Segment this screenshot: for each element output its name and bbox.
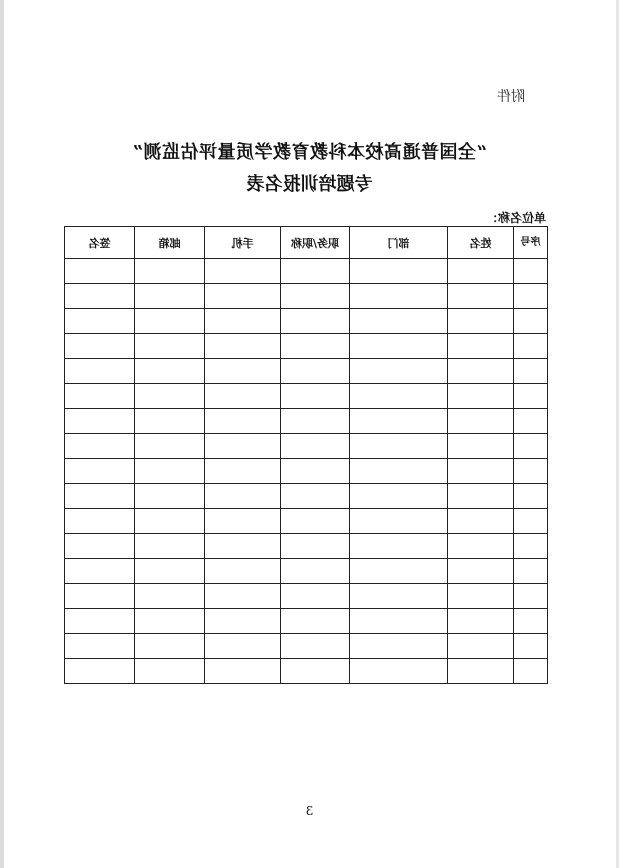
form-title-line-1: “全国普通高校本科教育教学质量评估监测” — [132, 142, 487, 163]
table-cell — [65, 634, 135, 659]
table-cell — [448, 659, 514, 684]
table-cell — [448, 459, 514, 484]
table-cell — [281, 559, 350, 584]
table-cell — [514, 484, 548, 509]
table-cell — [205, 659, 281, 684]
header-mobile: 手机 — [205, 227, 281, 259]
table-cell — [350, 359, 448, 384]
table-cell — [514, 509, 548, 534]
table-cell — [65, 284, 135, 309]
table-cell — [514, 409, 548, 434]
table-cell — [281, 609, 350, 634]
table-cell — [350, 459, 448, 484]
table-row — [65, 259, 548, 284]
table-cell — [135, 309, 205, 334]
table-cell — [514, 584, 548, 609]
table-cell — [281, 434, 350, 459]
table-cell — [514, 334, 548, 359]
table-cell — [350, 609, 448, 634]
form-title-line-2: 专题培训报名表 — [246, 174, 373, 195]
table-cell — [205, 434, 281, 459]
table-row — [65, 584, 548, 609]
table-cell — [135, 584, 205, 609]
table-cell — [281, 284, 350, 309]
table-cell — [65, 459, 135, 484]
header-serial-number: 序号 — [514, 227, 548, 259]
table-cell — [448, 259, 514, 284]
table-cell — [135, 484, 205, 509]
table-cell — [205, 584, 281, 609]
table-cell — [135, 559, 205, 584]
table-cell — [65, 609, 135, 634]
table-cell — [135, 509, 205, 534]
table-cell — [448, 409, 514, 434]
table-cell — [135, 259, 205, 284]
table-row — [65, 309, 548, 334]
table-cell — [205, 484, 281, 509]
header-name: 姓名 — [448, 227, 514, 259]
table-cell — [448, 509, 514, 534]
table-cell — [135, 659, 205, 684]
table-cell — [350, 659, 448, 684]
table-cell — [281, 459, 350, 484]
table-row — [65, 459, 548, 484]
table-cell — [448, 334, 514, 359]
table-row — [65, 484, 548, 509]
table-cell — [350, 284, 448, 309]
table-cell — [65, 359, 135, 384]
table-cell — [205, 534, 281, 559]
table-cell — [205, 359, 281, 384]
table-row — [65, 609, 548, 634]
table-cell — [65, 309, 135, 334]
table-cell — [65, 659, 135, 684]
table-cell — [281, 659, 350, 684]
table-cell — [350, 484, 448, 509]
table-cell — [448, 434, 514, 459]
table-cell — [135, 434, 205, 459]
table-cell — [350, 634, 448, 659]
table-cell — [65, 334, 135, 359]
table-cell — [205, 284, 281, 309]
table-cell — [135, 534, 205, 559]
table-cell — [514, 434, 548, 459]
table-cell — [205, 384, 281, 409]
table-cell — [514, 559, 548, 584]
table-cell — [514, 534, 548, 559]
table-cell — [448, 384, 514, 409]
table-row — [65, 634, 548, 659]
table-header-row — [65, 227, 548, 259]
table-cell — [135, 334, 205, 359]
table-row — [65, 659, 548, 684]
unit-name-label: 单位名称： — [485, 211, 546, 225]
table-cell — [514, 284, 548, 309]
table-cell — [350, 334, 448, 359]
table-cell — [281, 384, 350, 409]
table-row — [65, 559, 548, 584]
table-cell — [135, 359, 205, 384]
table-cell — [205, 409, 281, 434]
table-cell — [205, 309, 281, 334]
table-cell — [135, 284, 205, 309]
table-cell — [514, 309, 548, 334]
table-cell — [281, 359, 350, 384]
table-cell — [281, 309, 350, 334]
header-position-title: 职务/职称 — [281, 227, 350, 259]
table-cell — [350, 259, 448, 284]
table-cell — [65, 559, 135, 584]
table-cell — [205, 509, 281, 534]
table-cell — [350, 434, 448, 459]
table-cell — [205, 634, 281, 659]
table-cell — [65, 434, 135, 459]
table-row — [65, 534, 548, 559]
attachment-label: 附件 — [497, 89, 525, 105]
table-cell — [135, 384, 205, 409]
table-cell — [135, 634, 205, 659]
table-row — [65, 334, 548, 359]
table-cell — [281, 509, 350, 534]
table-row — [65, 409, 548, 434]
table-cell — [448, 609, 514, 634]
table-cell — [135, 409, 205, 434]
table-cell — [514, 384, 548, 409]
table-cell — [350, 384, 448, 409]
table-cell — [448, 309, 514, 334]
table-cell — [350, 309, 448, 334]
table-cell — [65, 534, 135, 559]
table-cell — [65, 259, 135, 284]
table-cell — [514, 609, 548, 634]
registration-table — [64, 226, 548, 684]
table-cell — [65, 584, 135, 609]
table-cell — [350, 584, 448, 609]
table-body — [65, 259, 548, 684]
table-cell — [135, 609, 205, 634]
table-row — [65, 434, 548, 459]
table-row — [65, 384, 548, 409]
table-cell — [281, 634, 350, 659]
table-cell — [448, 634, 514, 659]
table-cell — [448, 359, 514, 384]
table-cell — [205, 559, 281, 584]
table-row — [65, 359, 548, 384]
header-department: 部门 — [350, 227, 448, 259]
table-cell — [65, 509, 135, 534]
table-cell — [350, 534, 448, 559]
page-number: 3 — [305, 804, 314, 818]
table-cell — [205, 259, 281, 284]
table-cell — [281, 334, 350, 359]
table-cell — [514, 259, 548, 284]
table-cell — [281, 584, 350, 609]
table-cell — [205, 459, 281, 484]
table-cell — [448, 534, 514, 559]
table-cell — [514, 359, 548, 384]
table-cell — [448, 584, 514, 609]
table-cell — [65, 484, 135, 509]
table-cell — [281, 484, 350, 509]
table-cell — [448, 484, 514, 509]
table-cell — [205, 609, 281, 634]
table-cell — [514, 659, 548, 684]
table-cell — [350, 409, 448, 434]
table-cell — [65, 384, 135, 409]
header-email: 邮箱 — [135, 227, 205, 259]
table-cell — [448, 284, 514, 309]
table-cell — [514, 459, 548, 484]
table-cell — [514, 634, 548, 659]
table-cell — [205, 334, 281, 359]
table-cell — [135, 459, 205, 484]
table-cell — [350, 509, 448, 534]
header-signature: 签名 — [65, 227, 135, 259]
table-cell — [65, 409, 135, 434]
table-cell — [350, 559, 448, 584]
table-row — [65, 284, 548, 309]
table-row — [65, 509, 548, 534]
table-cell — [281, 259, 350, 284]
table-cell — [281, 409, 350, 434]
table-cell — [448, 559, 514, 584]
table-cell — [281, 534, 350, 559]
